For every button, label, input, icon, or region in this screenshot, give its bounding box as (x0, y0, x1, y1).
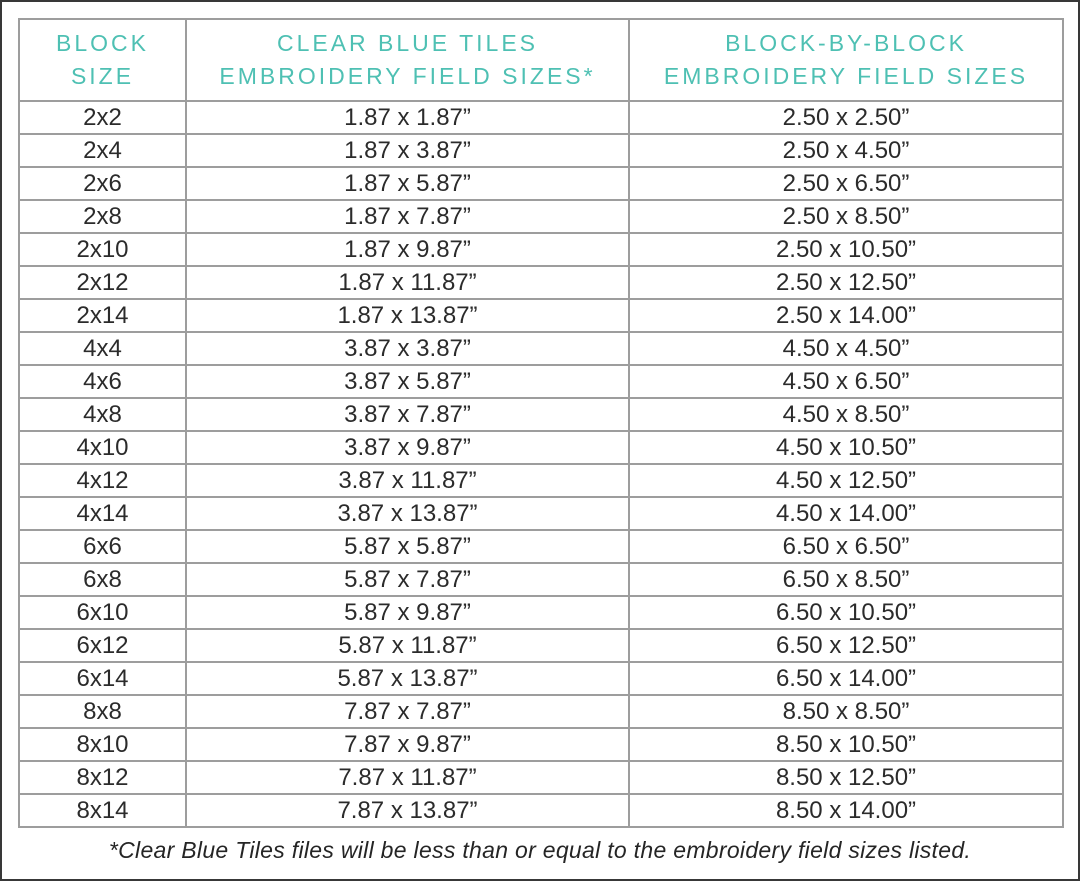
block-by-block-size-cell: 8.50 x 8.50” (629, 695, 1063, 728)
block-by-block-size-cell: 6.50 x 10.50” (629, 596, 1063, 629)
clear-blue-tiles-size-cell: 5.87 x 13.87” (186, 662, 629, 695)
block-size-cell: 2x8 (19, 200, 186, 233)
clear-blue-tiles-size-cell: 1.87 x 7.87” (186, 200, 629, 233)
table-row (19, 332, 1063, 365)
block-by-block-size-cell: 4.50 x 12.50” (629, 464, 1063, 497)
block-size-cell: 4x6 (19, 365, 186, 398)
block-size-cell: 6x6 (19, 530, 186, 563)
clear-blue-tiles-size-cell: 5.87 x 9.87” (186, 596, 629, 629)
block-by-block-size-cell: 4.50 x 4.50” (629, 332, 1063, 365)
table-row (19, 200, 1063, 233)
clear-blue-tiles-size-cell: 3.87 x 7.87” (186, 398, 629, 431)
block-size-cell: 6x10 (19, 596, 186, 629)
header-block-by-block (629, 19, 1063, 101)
block-by-block-size-cell: 8.50 x 10.50” (629, 728, 1063, 761)
block-by-block-size-cell: 2.50 x 8.50” (629, 200, 1063, 233)
clear-blue-tiles-size-cell: 1.87 x 9.87” (186, 233, 629, 266)
block-size-cell: 4x4 (19, 332, 186, 365)
block-by-block-size-cell: 4.50 x 8.50” (629, 398, 1063, 431)
block-size-cell: 8x14 (19, 794, 186, 827)
clear-blue-tiles-size-cell: 7.87 x 7.87” (186, 695, 629, 728)
table-row (19, 365, 1063, 398)
clear-blue-tiles-size-cell: 3.87 x 13.87” (186, 497, 629, 530)
table-row (19, 134, 1063, 167)
table-row (19, 662, 1063, 695)
clear-blue-tiles-size-cell: 7.87 x 11.87” (186, 761, 629, 794)
block-size-cell: 2x6 (19, 167, 186, 200)
embroidery-field-size-table (18, 18, 1064, 828)
table-body (19, 101, 1063, 827)
table-row (19, 464, 1063, 497)
header-block-size (19, 19, 186, 101)
block-by-block-size-cell: 2.50 x 12.50” (629, 266, 1063, 299)
block-by-block-size-cell: 6.50 x 12.50” (629, 629, 1063, 662)
table-row (19, 167, 1063, 200)
block-by-block-size-cell: 6.50 x 8.50” (629, 563, 1063, 596)
block-by-block-size-cell: 6.50 x 6.50” (629, 530, 1063, 563)
block-by-block-size-cell: 8.50 x 12.50” (629, 761, 1063, 794)
clear-blue-tiles-size-cell: 5.87 x 5.87” (186, 530, 629, 563)
block-by-block-size-cell: 6.50 x 14.00” (629, 662, 1063, 695)
clear-blue-tiles-size-cell: 1.87 x 1.87” (186, 101, 629, 134)
clear-blue-tiles-size-cell: 3.87 x 9.87” (186, 431, 629, 464)
block-size-cell: 4x14 (19, 497, 186, 530)
clear-blue-tiles-size-cell: 7.87 x 9.87” (186, 728, 629, 761)
block-size-cell: 2x12 (19, 266, 186, 299)
table-row (19, 233, 1063, 266)
block-by-block-size-cell: 4.50 x 14.00” (629, 497, 1063, 530)
table-row (19, 728, 1063, 761)
clear-blue-tiles-size-cell: 1.87 x 3.87” (186, 134, 629, 167)
block-size-cell: 8x12 (19, 761, 186, 794)
clear-blue-tiles-size-cell: 3.87 x 11.87” (186, 464, 629, 497)
clear-blue-tiles-size-cell: 1.87 x 11.87” (186, 266, 629, 299)
header-clear-blue-tiles-line2: EMBROIDERY FIELD SIZES* (219, 63, 596, 89)
table-row (19, 596, 1063, 629)
block-by-block-size-cell: 2.50 x 6.50” (629, 167, 1063, 200)
table-row (19, 431, 1063, 464)
clear-blue-tiles-size-cell: 7.87 x 13.87” (186, 794, 629, 827)
table-row (19, 497, 1063, 530)
block-by-block-size-cell: 2.50 x 10.50” (629, 233, 1063, 266)
block-size-cell: 4x12 (19, 464, 186, 497)
table-row (19, 761, 1063, 794)
clear-blue-tiles-size-cell: 5.87 x 7.87” (186, 563, 629, 596)
header-row (19, 19, 1063, 101)
table-row (19, 695, 1063, 728)
block-size-cell: 2x14 (19, 299, 186, 332)
table-row (19, 299, 1063, 332)
table-row (19, 101, 1063, 134)
table-row (19, 530, 1063, 563)
block-by-block-size-cell: 4.50 x 6.50” (629, 365, 1063, 398)
block-by-block-size-cell: 4.50 x 10.50” (629, 431, 1063, 464)
clear-blue-tiles-size-cell: 1.87 x 13.87” (186, 299, 629, 332)
clear-blue-tiles-size-cell: 3.87 x 5.87” (186, 365, 629, 398)
block-size-cell: 8x8 (19, 695, 186, 728)
block-size-cell: 6x8 (19, 563, 186, 596)
block-by-block-size-cell: 2.50 x 4.50” (629, 134, 1063, 167)
block-size-cell: 8x10 (19, 728, 186, 761)
block-size-cell: 2x10 (19, 233, 186, 266)
clear-blue-tiles-size-cell: 3.87 x 3.87” (186, 332, 629, 365)
table-row (19, 629, 1063, 662)
block-size-cell: 2x4 (19, 134, 186, 167)
table-row (19, 794, 1063, 827)
clear-blue-tiles-size-cell: 5.87 x 11.87” (186, 629, 629, 662)
header-clear-blue-tiles-line1: CLEAR BLUE TILES (276, 29, 539, 56)
header-block-by-block-line2: EMBROIDERY FIELD SIZES (663, 63, 1029, 89)
footnote: *Clear Blue Tiles files will be less than or equal to the embroidery field sizes listed. (108, 837, 972, 863)
block-size-cell: 6x14 (19, 662, 186, 695)
clear-blue-tiles-size-cell: 1.87 x 5.87” (186, 167, 629, 200)
block-size-cell: 2x2 (19, 101, 186, 134)
header-block-by-block-line1: BLOCK-BY-BLOCK (725, 29, 967, 56)
table-row (19, 398, 1063, 431)
block-by-block-size-cell: 2.50 x 2.50” (629, 101, 1063, 134)
header-block-size-line1: BLOCK (56, 29, 149, 56)
header-block-size-line2: SIZE (70, 63, 135, 89)
table-header (19, 19, 1063, 101)
block-size-cell: 4x8 (19, 398, 186, 431)
block-size-cell: 6x12 (19, 629, 186, 662)
block-size-cell: 4x10 (19, 431, 186, 464)
block-by-block-size-cell: 2.50 x 14.00” (629, 299, 1063, 332)
table-row (19, 266, 1063, 299)
block-by-block-size-cell: 8.50 x 14.00” (629, 794, 1063, 827)
header-clear-blue-tiles (186, 19, 629, 101)
table-row (19, 563, 1063, 596)
